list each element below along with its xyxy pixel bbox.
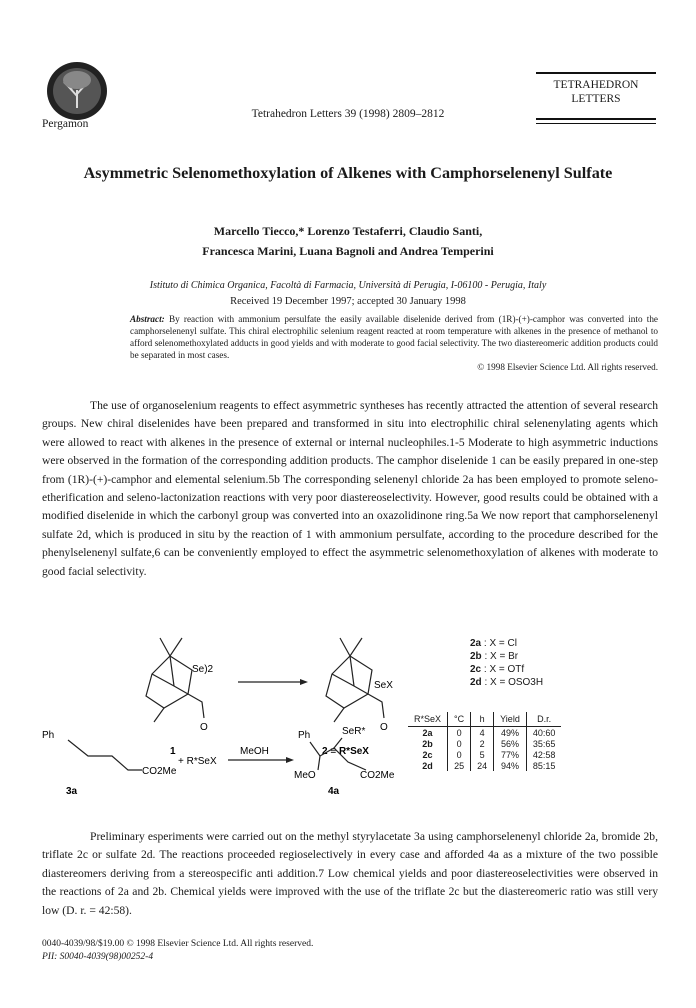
affiliation: Istituto di Chimica Organica, Facoltà di Farmacia, Università di Perugia, I-06100 - Perugia, Italy (149, 280, 547, 291)
publisher-name: Pergamon (42, 118, 89, 130)
reagent-desc: : X = Cl (483, 638, 517, 649)
authors-line-2: Francesca Marini, Luana Bagnoli and Andrea Temperini (202, 244, 494, 258)
reagent-key: 2c (470, 664, 482, 675)
camphor-structure-1 (146, 638, 204, 722)
table-cell: 42:58 (526, 749, 561, 760)
co2me-label: CO2Me (142, 766, 177, 777)
arrowhead-2 (286, 757, 294, 763)
table-cell: 85:15 (526, 760, 561, 771)
abstract-copyright: © 1998 Elsevier Science Ltd. All rights reserved. (477, 362, 658, 372)
reagent-def-row (470, 637, 543, 650)
table-cell: 25 (448, 760, 471, 771)
abstract-text: By reaction with ammonium persulfate the easily available diselenide derived from (1R)-(+)-camphor was converted into the camphorselenenyl sulfate. This chiral electrophilic selenium reagent reacted at room temperature with alkenes in the presence of methanol to afford selenomethoxylated adducts in good yields and with moderate to good facial selectivity. The two diastereomeric addition products could be separated in most cases. (130, 314, 659, 360)
paragraph-text: The use of organoselenium reagents to effect asymmetric syntheses has recently attracted the attention of several research groups. New chiral diselenides have been prepared and transformed in situ into electrophilic chiral selenenylating agents which were allowed to react with alkenes in the presence of external or internal nucleophiles.1-5 Moderate to high asymmetric inductions were observed in the formation of the corresponding addition products. The camphor diselenide 1 can be easily prepared in one-step from (1R)-(+)-camphor and elemental selenium.5b The corresponding selenenyl chloride 2a has been employed to promote seleno-etherification and seleno-lactonization reactions with very poor diastereoselectivity. However, good results could be obtained with a modified diselenide in which the carbonyl group was converted into an oxazolidinone ring.5a We now report that camphorselenenyl sulfate 2d, which is produced in situ by the reaction of 1 with ammonium persulfate, according to the procedure described for the phenylselenenyl sulfate,6 can be conveniently employed to effect the asymmetric selenomethoxylation of alkenes with moderate to good facial selectivity. (42, 399, 658, 578)
header-rule-thin (536, 123, 656, 124)
reaction-scheme (42, 630, 658, 800)
table-cell: 2a (422, 727, 433, 738)
table-cell: 0 (448, 727, 471, 739)
reagent-key: 2d (470, 677, 482, 688)
header-rule (536, 72, 656, 74)
reagent-def-row (470, 663, 543, 676)
column-header: R*SeX (408, 712, 448, 727)
reagent-label: + R*SeX (178, 756, 217, 767)
journal-brand-line1: TETRAHEDRON (553, 79, 639, 91)
table-cell: 2 (471, 738, 494, 749)
table-cell: 77% (494, 749, 527, 760)
se2-label: Se)2 (192, 664, 214, 675)
table-cell: 35:65 (526, 738, 561, 749)
footer-notes (42, 938, 313, 964)
abstract-label: Abstract: (130, 314, 165, 324)
table-cell: 2d (422, 760, 433, 771)
table-cell: 56% (494, 738, 527, 749)
journal-brand (536, 78, 656, 106)
table-cell: 2c (422, 749, 433, 760)
table-row (408, 738, 561, 749)
body-paragraph-1 (42, 397, 658, 581)
methoxy-label: MeO (294, 770, 316, 781)
table-cell: 49% (494, 727, 527, 739)
reagent-def-row (470, 676, 543, 689)
table-cell: 94% (494, 760, 527, 771)
arrowhead-1 (300, 679, 308, 685)
reagent-desc: : X = Br (484, 651, 519, 662)
reagent-key: 2a (470, 638, 482, 649)
reagent-desc: : X = OTf (483, 664, 525, 675)
ser-label: SeR* (342, 726, 366, 737)
table-cell: 40:60 (526, 727, 561, 739)
table-cell: 5 (471, 749, 494, 760)
methanol-label: MeOH (240, 746, 269, 757)
alkene-structure-3a (68, 740, 142, 770)
table-cell: 0 (448, 738, 471, 749)
table-header-row (408, 712, 561, 727)
column-header: °C (448, 712, 471, 727)
results-table (408, 712, 561, 771)
table-row (408, 749, 561, 760)
reagent-desc: : X = OSO3H (484, 677, 544, 688)
table-cell: 0 (448, 749, 471, 760)
journal-brand-line2: LETTERS (571, 93, 621, 105)
table-cell: 24 (471, 760, 494, 771)
phenyl-label-2: Ph (298, 730, 311, 741)
oxo-label-2: O (380, 722, 388, 733)
paper-title: Asymmetric Selenomethoxylation of Alkenes with Camphorselenenyl Sulfate (83, 164, 613, 182)
table-row (408, 760, 561, 771)
oxo-label: O (200, 722, 208, 733)
compound-1-label: 1 (170, 746, 176, 757)
column-header: h (471, 712, 494, 727)
table-row (408, 727, 561, 739)
received-dates: Received 19 December 1997; accepted 30 January 1998 (230, 296, 466, 307)
author-list (0, 221, 696, 261)
table-cell: 2b (422, 738, 433, 749)
authors-line-1: Marcello Tiecco,* Lorenzo Testaferri, Claudio Santi, (213, 224, 483, 238)
co2me-label-2: CO2Me (360, 770, 395, 781)
body-paragraph-2 (42, 828, 658, 920)
column-header: Yield (494, 712, 527, 727)
sex-label: SeX (374, 680, 393, 691)
reagent-def-row (470, 650, 543, 663)
compound-2-label: 2 ≡ R*SeX (322, 746, 369, 757)
footer-pii: PII: S0040-4039(98)00252-4 (42, 952, 154, 962)
reagent-definitions (470, 637, 543, 689)
compound-3a-label: 3a (66, 786, 78, 797)
footer-issn: 0040-4039/98/$19.00 © 1998 Elsevier Science Ltd. All rights reserved. (42, 939, 314, 949)
table-cell: 4 (471, 727, 494, 739)
abstract (130, 313, 658, 373)
paragraph-text: Preliminary esperiments were carried out on the methyl styrylacetate 3a using camphorselenenyl chloride 2a, bromide 2b, triflate 2c or sulfate 2d. The reactions proceeded regioselectively in every case and afforded 4a as a mixture of the two possible diastereomers deriving from a stereospecific anti addition.7 Low chemical yields and poor diastereoselectivities were observed in the reactions of 2a and 2b. Chemical yields were improved with the use of the triflate 2c but the diastereomeric ratio was still very low (D. r. = 42:58). (42, 830, 658, 917)
compound-4a-label: 4a (328, 786, 340, 797)
phenyl-label: Ph (42, 730, 55, 741)
reagent-key: 2b (470, 651, 482, 662)
journal-citation: Tetrahedron Letters 39 (1998) 2809–2812 (251, 108, 445, 120)
header-rule (536, 118, 656, 120)
column-header: D.r. (526, 712, 561, 727)
